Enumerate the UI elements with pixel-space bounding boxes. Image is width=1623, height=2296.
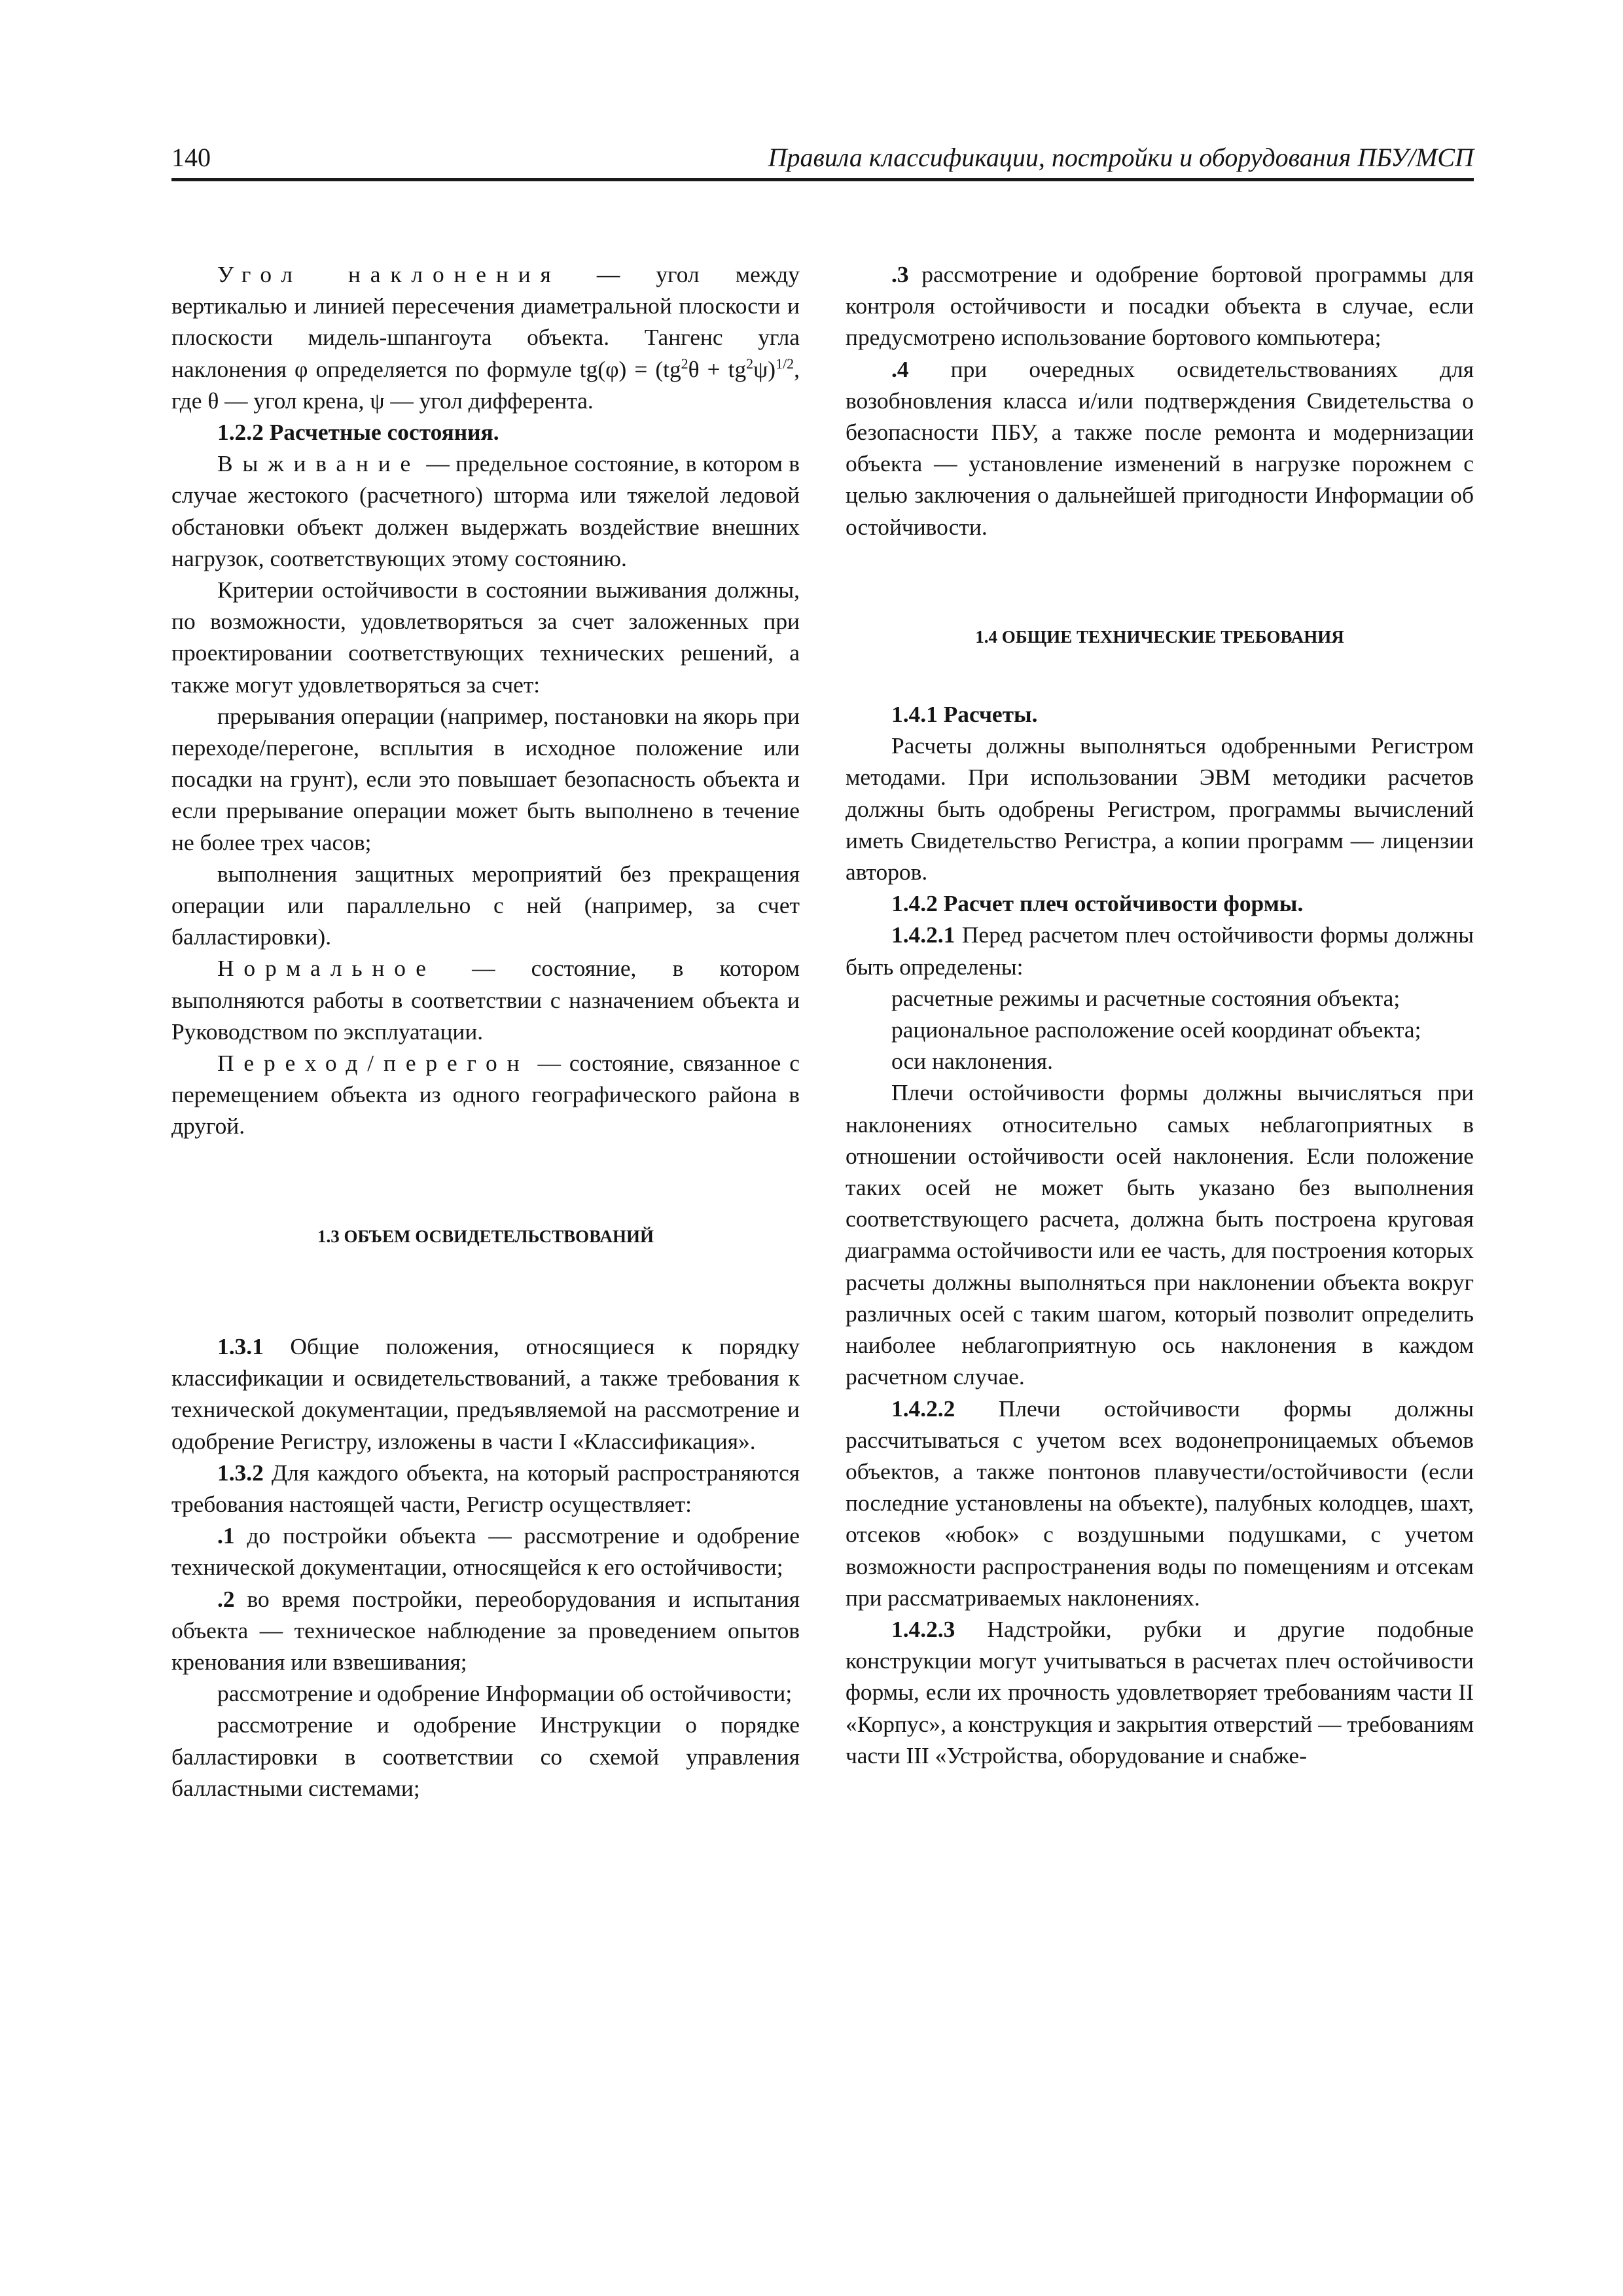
superscript: 1/2 (776, 355, 794, 372)
paragraph-criteria: Критерии остойчивости в состоянии выживания должны, по возможности, удовлетворяться за счет заложенных при проектировании соответствующих технических решений, а также могут удовлетворяться за счет: (171, 577, 800, 698)
page-number: 140 (171, 143, 211, 172)
paragraph-stability-info: рассмотрение и одобрение Информации об остойчивости; (217, 1680, 793, 1707)
paragraph-ballast-instruction: рассмотрение и одобрение Инструкции о порядке балластировки в соответствии со схемой управления балластными системами; (171, 1712, 800, 1801)
subsection-heading-1-2-2: 1.2.2 Расчетные состояния. (217, 419, 499, 446)
paragraph-text: Для каждого объекта, на который распространяются требования настоящей части, Регистр осуществляет: (171, 1459, 800, 1517)
section-heading-1-4: 1.4 ОБЩИЕ ТЕХНИЧЕСКИЕ ТРЕБОВАНИЯ (975, 626, 1344, 647)
paragraph-calculations: Расчеты должны выполняться одобренными Регистром методами. При использовании ЭВМ методики расчетов должны быть одобрены Регистром, программы вычислений иметь Свидетельство Регистра, а копии программ — лицензии авторов. (846, 732, 1474, 886)
section-heading-1-3: 1.3 ОБЪЕМ ОСВИДЕТЕЛЬСТВОВАНИЙ (317, 1226, 654, 1246)
paragraph-item-1 (171, 1520, 800, 1583)
paragraph-interruption: прерывания операции (например, постановки на якорь при переходе/перегоне, всплытия в исходное положение или посадки на грунт), если это повышает безопасность объекта и если прерывание операции может быть выполнено в течение не более трех часов; (171, 702, 800, 855)
paragraph-text: при очередных освидетельствованиях для возобновления класса и/или подтверждения Свидетельства о безопасности ПБУ, а также после ремонта и модернизации объекта — установление изменений в нагрузке порожнем с целью заключения о дальнейшей пригодности Информации об остойчивости. (846, 355, 1474, 540)
clause-number: 1.4.2.2 (891, 1395, 955, 1422)
paragraph-stability-arms: Плечи остойчивости формы должны вычисляться при наклонениях относительно самых неблагоприятных в отношении остойчивости осей наклонения. Если положение таких осей не может быть указано без выполнения соответствующего расчета, должна быть построена круговая диаграмма остойчивости или ее часть, для построения которых расчеты должны выполняться при наклонении объекта вокруг различных осей с таким шагом, который позволит определить наиболее неблагоприятную ось наклонения в каждом расчетном случае. (846, 1079, 1474, 1390)
item-number: .3 (891, 261, 909, 287)
clause-number: 1.4.2.1 (891, 922, 955, 948)
paragraph-1-3-2 (171, 1457, 800, 1520)
superscript: 2 (681, 355, 688, 372)
clause-number: 1.3.2 (217, 1459, 264, 1486)
item-number: .2 (217, 1585, 235, 1612)
left-column (171, 259, 800, 1804)
item-number: .1 (217, 1522, 235, 1549)
term-survival: Выживание (217, 450, 421, 477)
paragraph-text: — угол между вертикалью и линией пересечения диаметральной плоскости и плоскости мидель-шпангоута объекта. Тангенс угла наклонения φ определяется по формуле tg(φ) = (tg (171, 261, 800, 382)
paragraph-tilt-axes: оси наклонения. (891, 1048, 1053, 1075)
paragraph-axes-location: рациональное расположение осей координат объекта; (891, 1016, 1421, 1043)
paragraph-text: рассмотрение и одобрение бортовой программы для контроля остойчивости и посадки объекта в случае, если предусмотрено использование бортового компьютера; (846, 261, 1474, 351)
term-transit: Переход/перегон (217, 1050, 529, 1077)
paragraph-text: Перед расчетом плеч остойчивости формы должны быть определены: (846, 922, 1474, 980)
paragraph-text: , где θ — угол крена, ψ — угол дифферента. (171, 355, 800, 414)
item-number: .4 (891, 355, 909, 382)
paragraph-survival (171, 448, 800, 574)
paragraph-1-4-2-1 (846, 919, 1474, 982)
paragraph-text: во время постройки, переоборудования и испытания объекта — техническое наблюдение за проведением опытов кренования или взвешивания; (171, 1585, 800, 1675)
paragraph-item-2 (171, 1583, 800, 1678)
clause-number: 1.3.1 (217, 1333, 264, 1359)
paragraph-1-4-2-2 (846, 1393, 1474, 1613)
header-rule (171, 178, 1474, 181)
paragraph-normal (171, 952, 800, 1047)
paragraph-text: — предельное состояние, в котором в случае жестокого (расчетного) шторма или тяжелой ледовой обстановки объект должен выдержать воздействие внешних нагрузок, соответствующих этому состоянию. (171, 450, 800, 571)
paragraph-1-3-1 (171, 1331, 800, 1457)
subsection-heading-1-4-2: 1.4.2 Расчет плеч остойчивости формы. (891, 890, 1304, 917)
paragraph-design-modes: расчетные режимы и расчетные состояния объекта; (891, 984, 1400, 1011)
superscript: 2 (746, 355, 754, 372)
paragraph-text: θ + tg (688, 355, 747, 382)
paragraph-item-3 (846, 259, 1474, 353)
clause-number: 1.4.2.3 (891, 1615, 955, 1642)
paragraph-text: Надстройки, рубки и другие подобные конструкции могут учитываться в расчетах плеч остойчивости формы, если их прочность удовлетворяет требованиям части II «Корпус», а конструкция и закрытия отверстий — требованиям части III «Устройства, оборудование и снабже- (846, 1615, 1474, 1768)
paragraph-item-4 (846, 353, 1474, 543)
page-header (171, 141, 1474, 180)
subsection-heading-1-4-1: 1.4.1 Расчеты. (891, 701, 1038, 728)
right-column (846, 259, 1474, 1771)
paragraph-1-4-2-3 (846, 1613, 1474, 1771)
paragraph-text: ψ) (753, 355, 776, 382)
running-title: Правила классификации, постройки и оборудования ПБУ/МСП (768, 143, 1474, 172)
term-normal: Нормальное (217, 955, 436, 982)
paragraph-text: — состояние, в котором выполняются работы в соответствии с назначением объекта и Руководством по эксплуатации. (171, 955, 800, 1045)
paragraph-text: Общие положения, относящиеся к порядку классификации и освидетельствований, а также требования к технической документации, предъявляемой на рассмотрение и одобрение Регистру, изложены в части I «Классификация». (171, 1333, 800, 1454)
paragraph-transit (171, 1047, 800, 1142)
paragraph-text: до постройки объекта — рассмотрение и одобрение технической документации, относящейся к его остойчивости; (171, 1522, 800, 1581)
paragraph-protective-measures: выполнения защитных мероприятий без прекращения операции или параллельно с ней (например, за счет балластировки). (171, 860, 800, 950)
paragraph-tilt-angle (171, 259, 800, 416)
term-tilt-angle: Угол наклонения (217, 261, 561, 287)
paragraph-text: — состояние, связанное с перемещением объекта из одного географического района в другой. (171, 1050, 800, 1139)
paragraph-text: Плечи остойчивости формы должны рассчитываться с учетом всех водонепроницаемых объемов объектов, а также понтонов плавучести/остойчивости (если последние установлены на объекте), палубных колодцев, шахт, отсеков «юбок» с воздушными подушками, с учетом возможности распространения воды по помещениям и отсекам при рассматриваемых наклонениях. (846, 1395, 1474, 1611)
